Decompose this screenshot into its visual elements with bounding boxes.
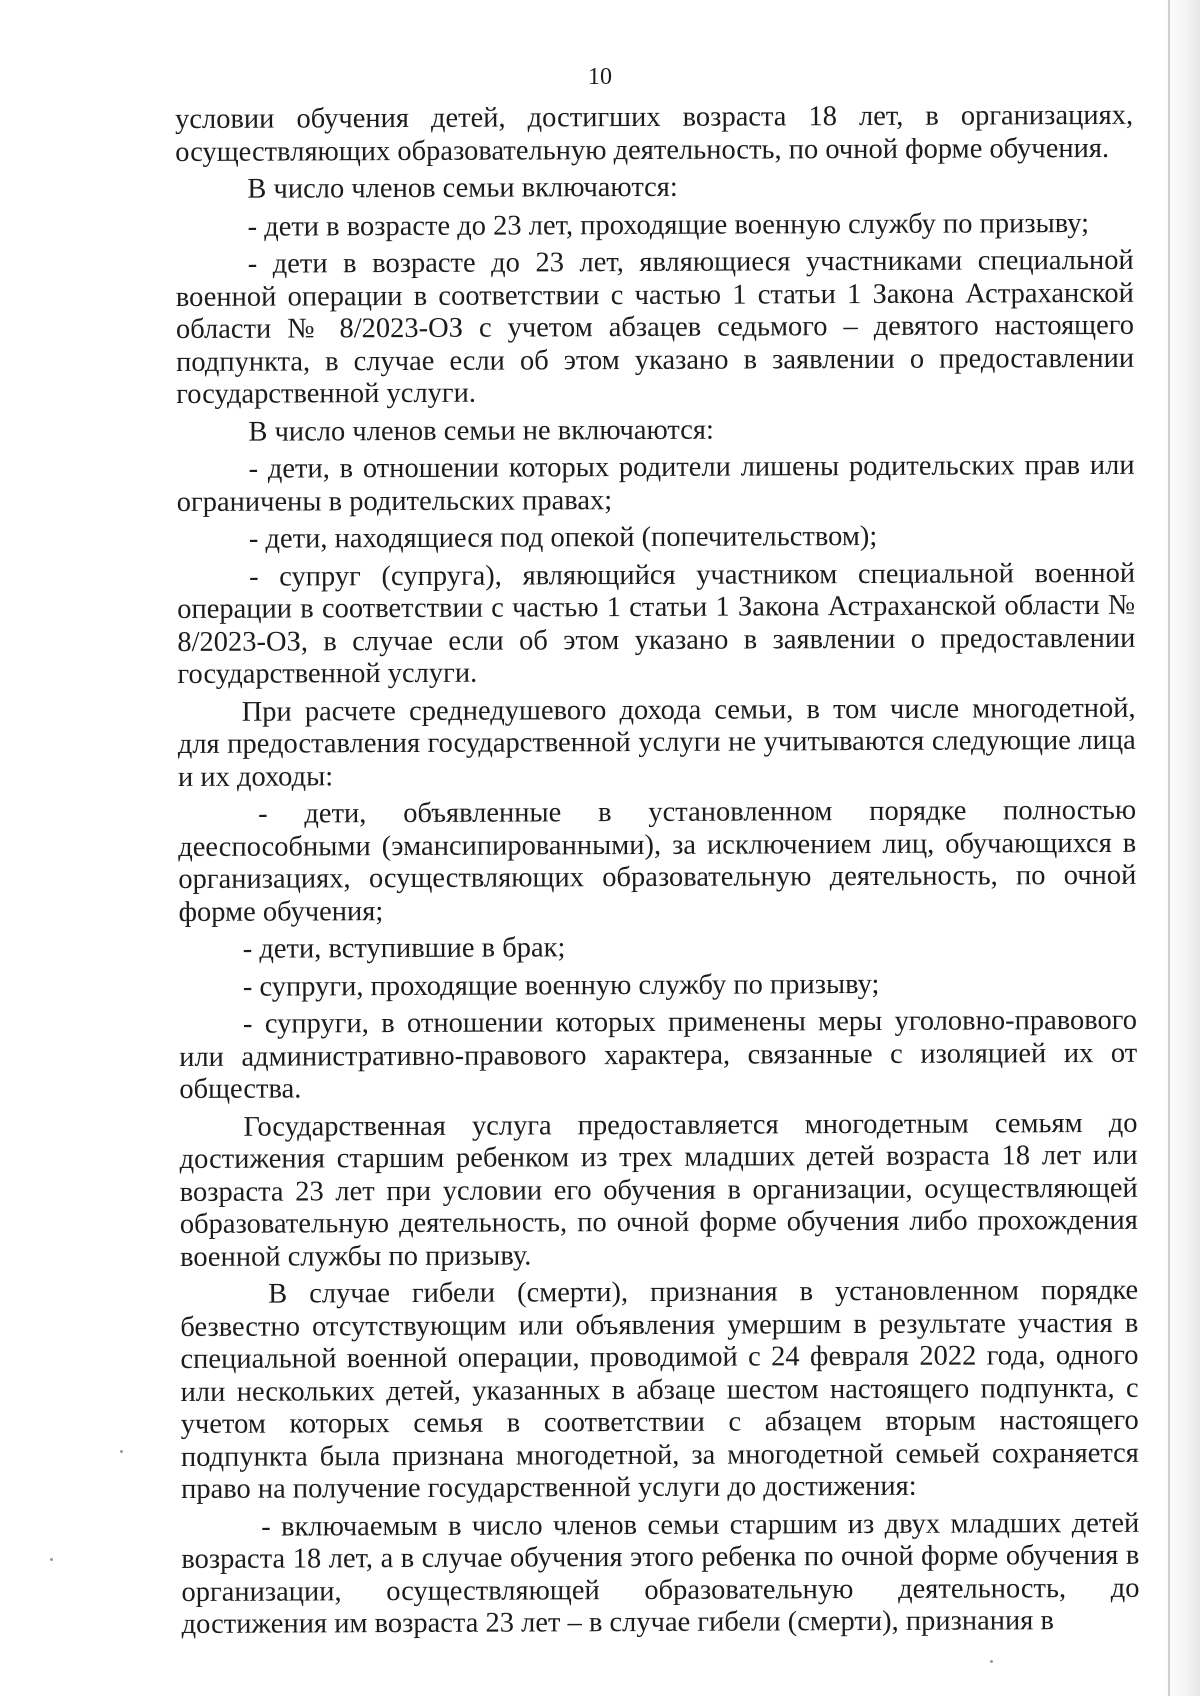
scan-speck	[990, 1660, 993, 1663]
paragraph-1: условии обучения детей, достигших возраста 18 лет, в организациях, осуществляющих образовательную деятельность, по очной форме обучения.	[175, 99, 1134, 168]
scan-edge-line	[1168, 0, 1170, 1696]
paragraph-2: В число членов семьи включаются:	[247, 171, 678, 205]
paragraph-9: При расчете среднедушевого дохода семьи, в том числе многодетной, для предоставления государственной услуги не учитываются следующие лица и их доходы:	[177, 692, 1136, 793]
paragraph-10: - дети, объявленные в установленном порядке полностью дееспособными (эмансипированными), за исключением лиц, обучающихся в организациях, осуществляющих образовательную деятельность, по очной форме обучения;	[178, 794, 1137, 928]
paragraph-12: - супруги, проходящие военную службу по призыву;	[242, 968, 880, 1003]
scan-speck	[120, 1450, 123, 1453]
paragraph-6: - дети, в отношении которых родители лишены родительских прав или ограничены в родительских правах;	[176, 449, 1135, 518]
paragraph-8: - супруг (супруга), являющийся участником специальной военной операции в соответствии с частью 1 статьи 1 Закона Астраханской области № 8/2023-ОЗ, в случае если об этом указано в заявлении о предоставлении государственной услуги.	[177, 557, 1136, 690]
paragraph-15: В случае гибели (смерти), признания в установленном порядке безвестно отсутствующим или объявления умершим в результате участия в специальной военной операции, проводимой с 24 февраля 2022 года, одного или нескольких детей, указанных в абзаце шестом настоящего подпункта, с учетом которых семья в соответствии с абзацем вторым настоящего подпункта была признана многодетной, за многодетной семьей сохраняется право на получение государственной услуги до достижения:	[180, 1274, 1139, 1505]
paragraph-11: - дети, вступившие в брак;	[242, 932, 566, 965]
paragraph-4: - дети в возрасте до 23 лет, являющиеся участниками специальной военной операции в соответствии с частью 1 статьи 1 Закона Астраханской области № 8/2023-ОЗ с учетом абзацев седьмого – девятого настоящего подпункта, в случае если об этом указано в заявлении о предоставлении государственной услуги.	[175, 244, 1135, 410]
paragraph-7: - дети, находящиеся под опекой (попечительством);	[248, 520, 878, 555]
page-number: 10	[588, 64, 612, 90]
paragraph-14: Государственная услуга предоставляется многодетным семьям до достижения старшим ребенком из трех младших детей возраста 18 лет или возраста 23 лет при условии его обучения в организации, осуществляющей образовательную деятельность, по очной форме обучения либо прохождения военной службы по призыву.	[179, 1107, 1138, 1273]
paragraph-5: В число членов семьи не включаются:	[248, 414, 714, 448]
paragraph-16: - включаемым в число членов семьи старшим из двух младших детей возраста 18 лет, а в случае обучения этого ребенка по очной форме обучения в организации, осуществляющей образовательную деятельность, до достижения им возраста 23 лет – в случае гибели (смерти), признания в	[181, 1507, 1140, 1640]
scan-speck	[50, 1558, 53, 1561]
paragraph-13: - супруги, в отношении которых применены меры уголовно-правового или административно-правового характера, связанные с изоляцией их от общества.	[179, 1004, 1138, 1105]
document-body	[175, 100, 1140, 1647]
paragraph-3: - дети в возрасте до 23 лет, проходящие военную службу по призыву;	[247, 207, 1090, 243]
